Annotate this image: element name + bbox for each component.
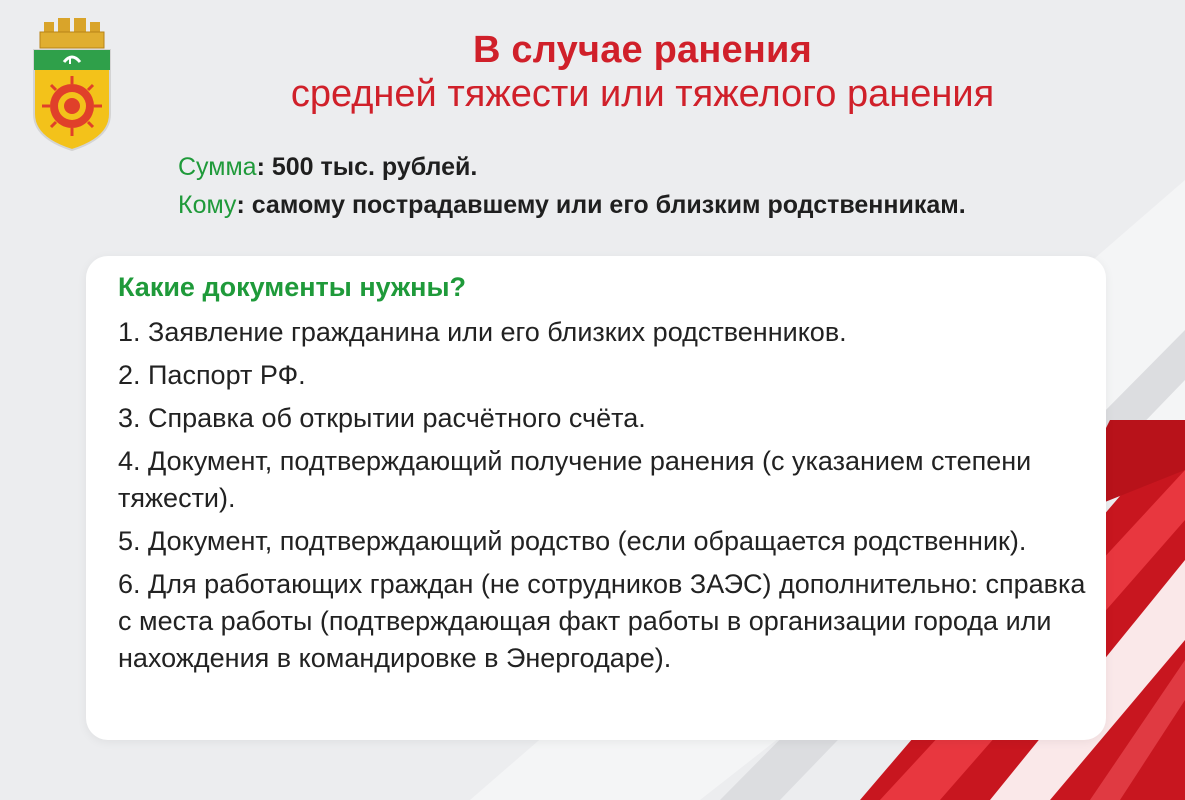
recipient-row bbox=[178, 186, 966, 224]
title-line-2: средней тяжести или тяжелого ранения bbox=[290, 73, 995, 115]
list-item: 3. Справка об открытии расчётного счёта. bbox=[118, 403, 646, 433]
list-item: 4. Документ, подтверждающий получение ранения (с указанием степени тяжести). bbox=[118, 446, 1032, 513]
amount-label: Сумма bbox=[178, 153, 257, 181]
amount-row bbox=[178, 148, 966, 186]
page-title bbox=[140, 28, 1145, 116]
list-item: 5. Документ, подтверждающий родство (если обращается родственник). bbox=[118, 526, 1027, 556]
list-item: 1. Заявление гражданина или его близких родственников. bbox=[118, 317, 847, 347]
list-item: 6. Для работающих граждан (не сотрудников ЗАЭС) дополнительно: справка с места работы (подтверждающая факт работы в организации города или нахождения в командировке в Энергодаре). bbox=[118, 569, 1086, 673]
list-item: 2. Паспорт РФ. bbox=[118, 360, 306, 390]
documents-card bbox=[86, 256, 1106, 740]
amount-value: : 500 тыс. рублей. bbox=[256, 153, 478, 181]
documents-list bbox=[118, 314, 1093, 683]
recipient-label: Кому bbox=[178, 191, 237, 219]
recipient-value: : самому пострадавшему или его близким родственникам. bbox=[236, 191, 966, 219]
city-coat-of-arms-icon bbox=[30, 18, 114, 154]
documents-heading: Какие документы нужны? bbox=[118, 272, 466, 302]
title-line-1: В случае ранения bbox=[473, 29, 812, 71]
payout-info bbox=[178, 148, 966, 224]
